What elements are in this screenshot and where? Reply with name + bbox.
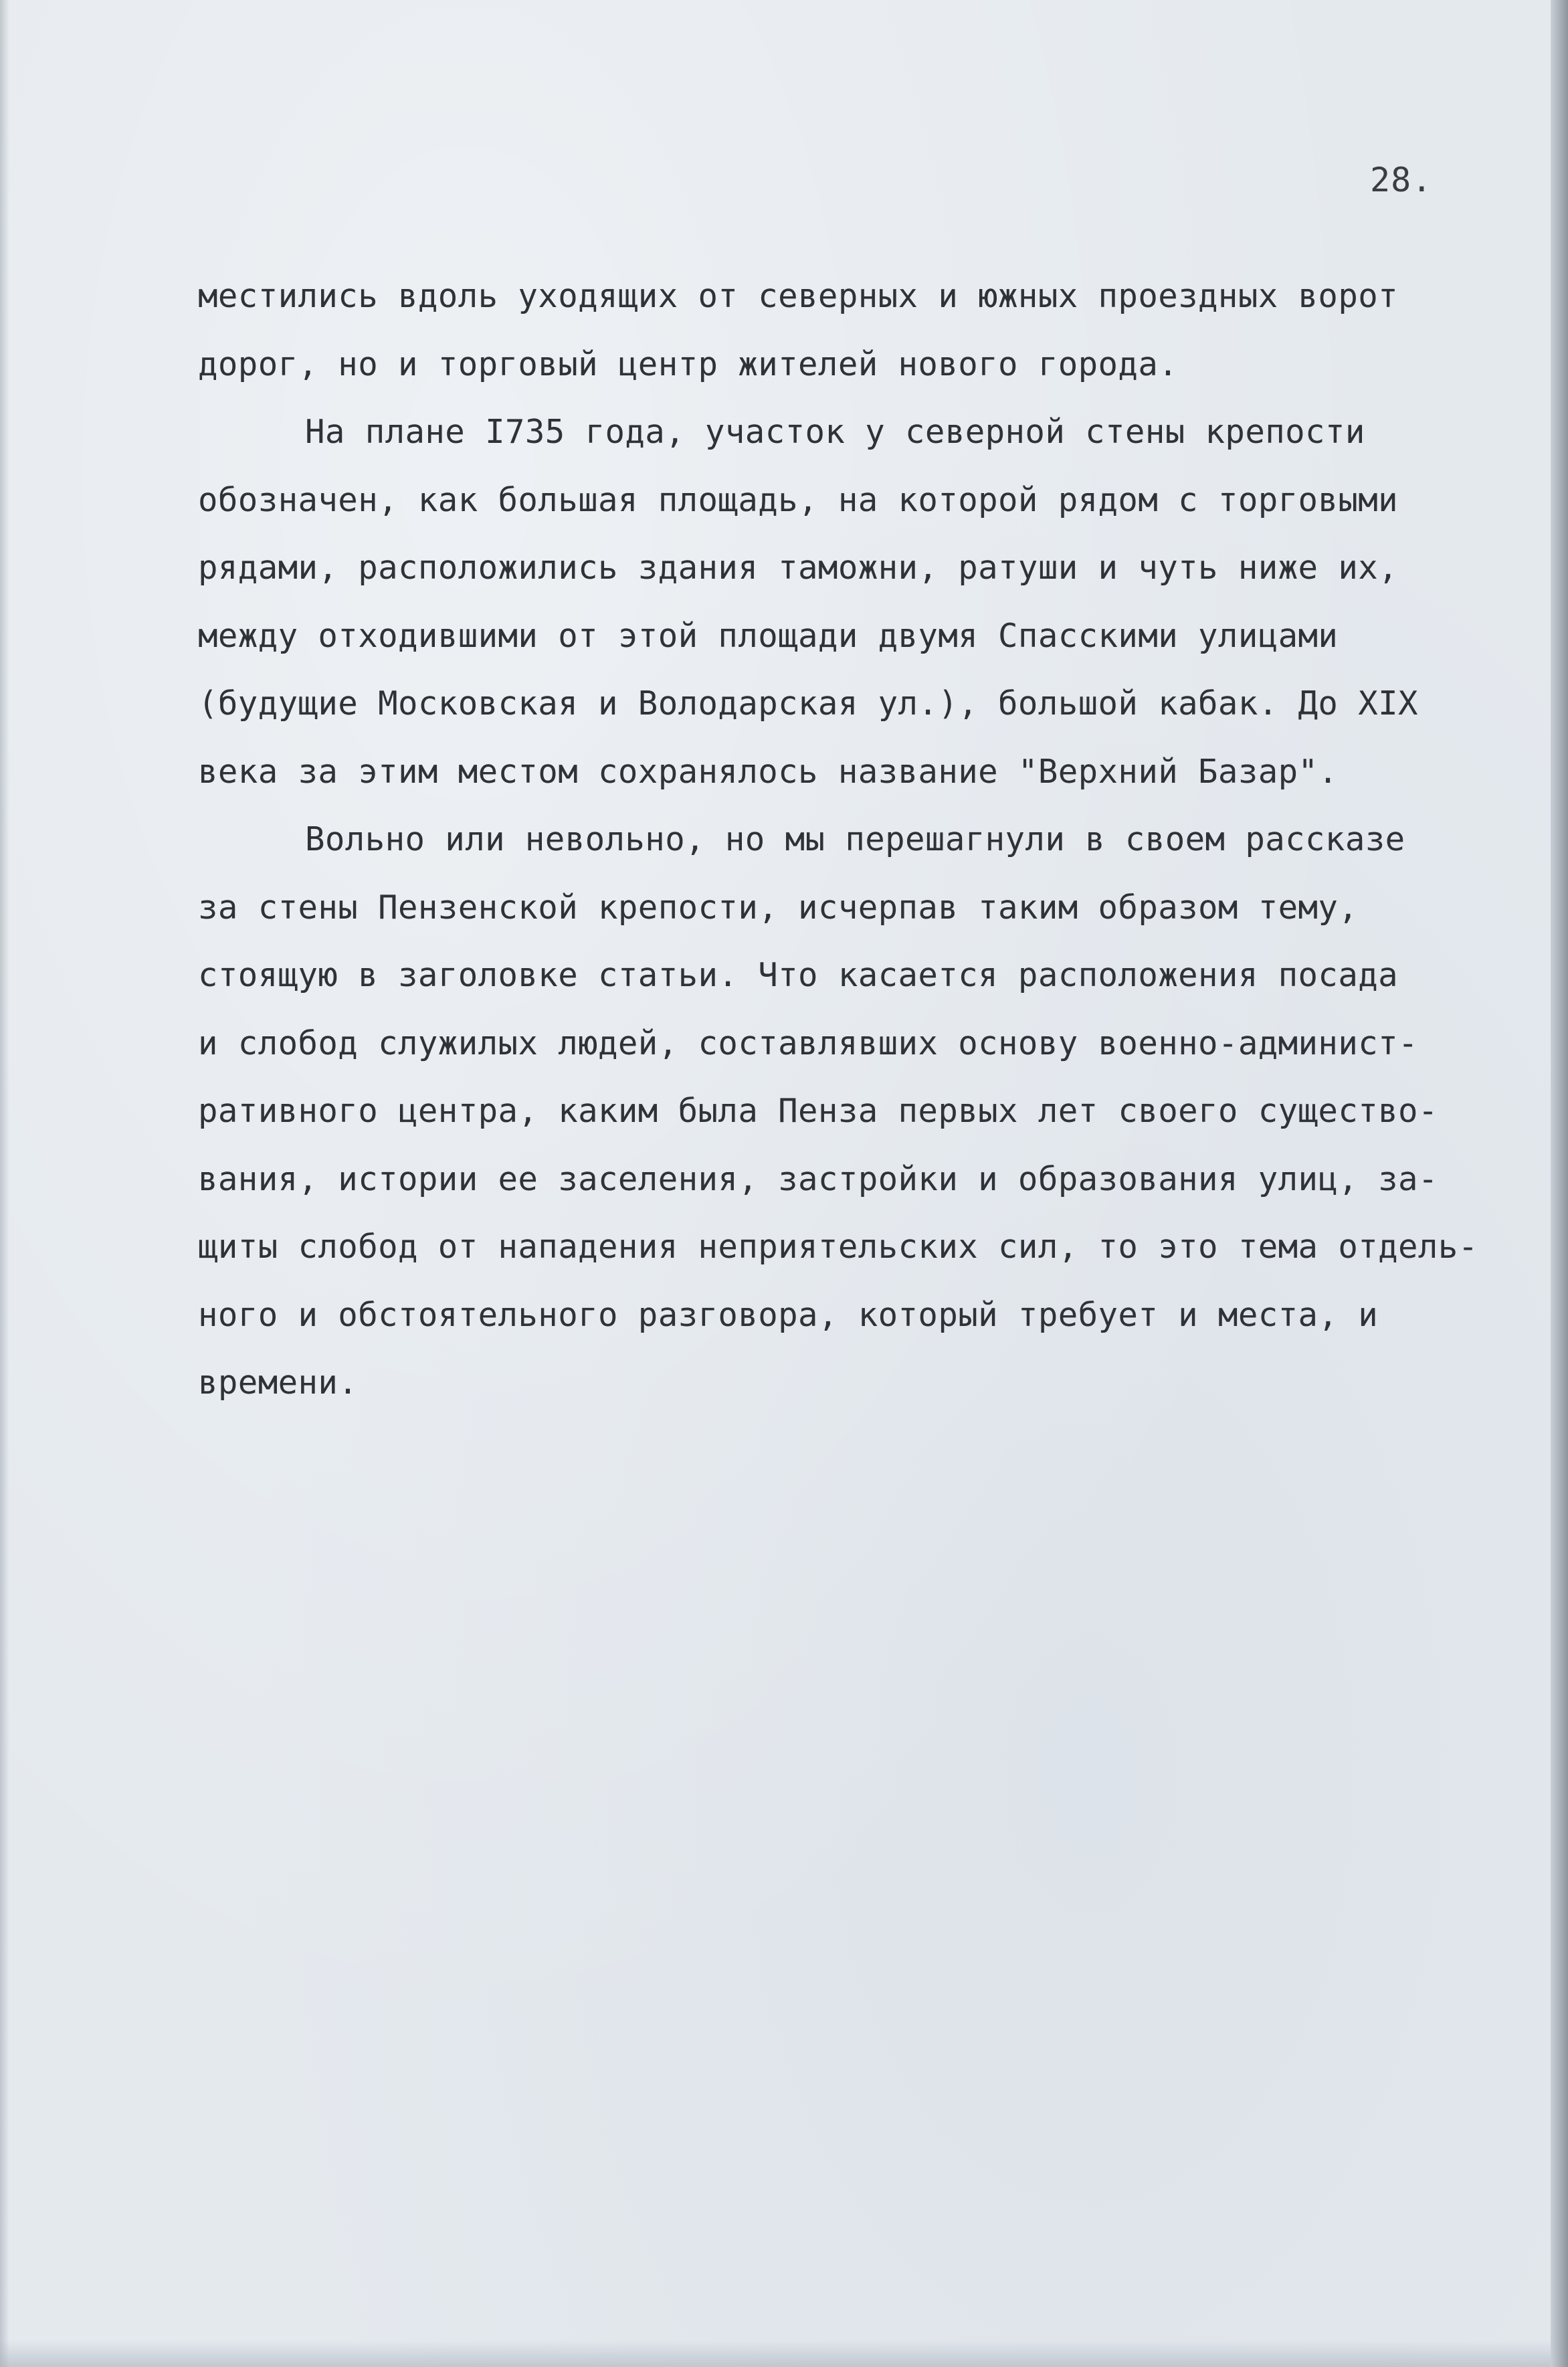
page-left-shadow	[0, 0, 9, 2367]
text-line: (будущие Московская и Володарская ул.), большой кабак. До XIX	[198, 684, 1418, 723]
text-line: местились вдоль уходящих от северных и южных проездных ворот	[198, 277, 1399, 315]
text-line: века за этим местом сохранялось название "Верхний Базар".	[198, 752, 1339, 791]
text-line: щиты слобод от нападения неприятельских сил, то это тема отдель-	[198, 1228, 1478, 1266]
text-line: вания, истории ее заселения, застройки и образования улиц, за-	[198, 1159, 1438, 1198]
page-bottom-shadow	[0, 2340, 1551, 2367]
text-line: ного и обстоятельного разговора, который требует и места, и	[198, 1295, 1379, 1334]
paragraph-start-line: На плане I735 года, участок у северной стены крепости	[305, 413, 1365, 451]
text-line: дорог, но и торговый центр жителей нового города.	[198, 345, 1179, 383]
page-right-edge	[1551, 0, 1568, 2367]
text-line: между отходившими от этой площади двумя Спасскими улицами	[198, 616, 1339, 655]
body-text	[198, 262, 1523, 1417]
page-number: 28.	[1370, 161, 1433, 199]
text-line: времени.	[198, 1363, 359, 1402]
text-line: обозначен, как большая площадь, на которой рядом с торговыми	[198, 480, 1399, 519]
text-line: за стены Пензенской крепости, исчерпав таким образом тему,	[198, 888, 1359, 927]
text-line: рядами, расположились здания таможни, ратуши и чуть ниже их,	[198, 549, 1399, 587]
paragraph-start-line: Вольно или невольно, но мы перешагнули в своем рассказе	[305, 820, 1405, 858]
text-line: и слобод служилых людей, составлявших основу военно-админист-	[198, 1024, 1418, 1062]
text-line: стоящую в заголовке статьи. Что касается расположения посада	[198, 956, 1399, 994]
text-line: ративного центра, каким была Пенза первых лет своего существо-	[198, 1092, 1438, 1130]
